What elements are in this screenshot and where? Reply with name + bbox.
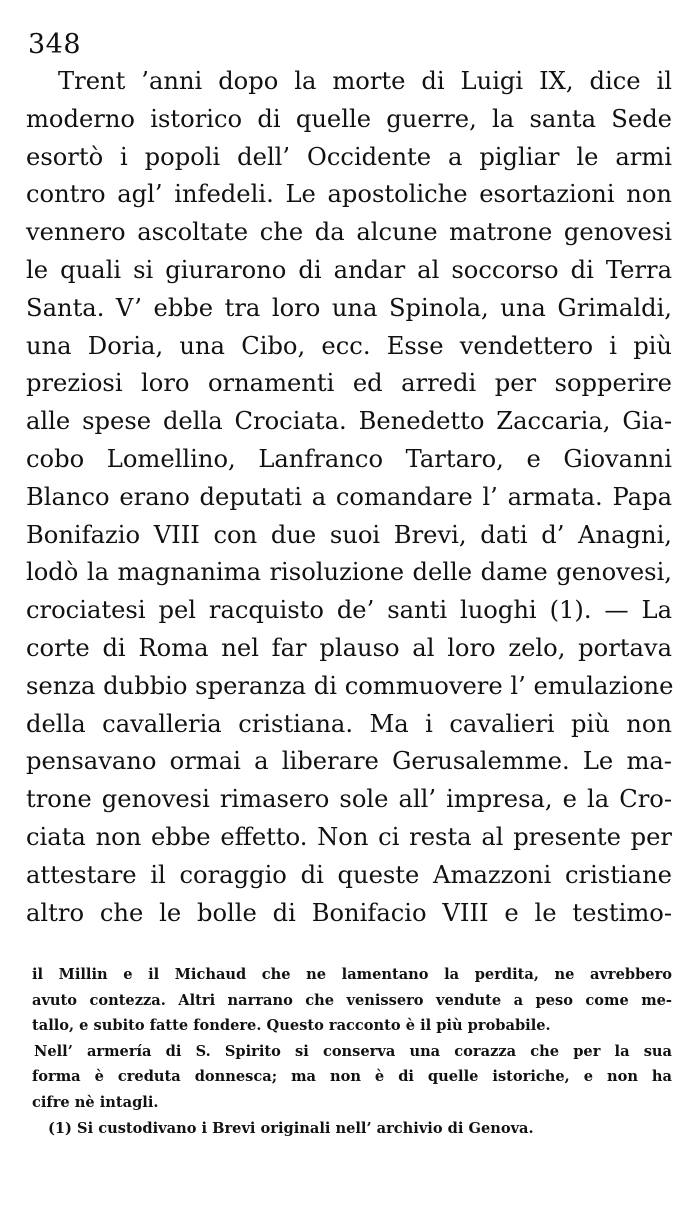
text-line: Bonifazio VIII con due suoi Brevi, dati d’ Anagni, bbox=[26, 520, 672, 549]
text-line: attestare il coraggio di queste Amazzoni cristiane bbox=[26, 860, 672, 889]
text-line: altro che le bolle di Bonifacio VIII e le testimo- bbox=[26, 898, 672, 927]
text-line: della cavalleria cristiana. Ma i cavalieri più non bbox=[26, 709, 672, 738]
text-line: corte di Roma nel far plauso al loro zelo, portava bbox=[26, 633, 672, 662]
text-line: le quali si giurarono di andar al soccorso di Terra bbox=[26, 255, 672, 284]
text-line: moderno istorico di quelle guerre, la santa Sede bbox=[26, 104, 672, 133]
page-number: 348 bbox=[28, 29, 82, 60]
text-line: crociatesi pel racquisto de’ santi luoghi (1). — La bbox=[26, 596, 672, 625]
footnote-line: tallo, e subito fatte fondere. Questo racconto è il più probabile. bbox=[32, 1017, 551, 1035]
text-line: Santa. V’ ebbe tra loro una Spinola, una Grimaldi, bbox=[26, 293, 672, 322]
footnote-line: il Millin e il Michaud che ne lamentano la perdita, ne avrebbero bbox=[32, 966, 672, 983]
main-text bbox=[26, 63, 672, 932]
text-line: vennero ascoltate che da alcune matrone genovesi bbox=[26, 218, 672, 247]
text-line: Blanco erano deputati a comandare l’ armata. Papa bbox=[26, 482, 672, 511]
footnote-line: Nell’ armería di S. Spirito si conserva una corazza che per la sua bbox=[34, 1042, 672, 1060]
text-line: contro agl’ infedeli. Le apostoliche esortazioni non bbox=[26, 180, 672, 209]
footnote-line: (1) Si custodivano i Brevi originali nell’ archivio di Genova. bbox=[48, 1119, 534, 1137]
text-line: una Doria, una Cibo, ecc. Esse vendettero i più bbox=[26, 331, 672, 360]
text-line: preziosi loro ornamenti ed arredi per sopperire bbox=[26, 369, 672, 398]
footnote-line: avuto contezza. Altri narrano che venissero vendute a peso come me- bbox=[32, 991, 672, 1009]
footnote-line: forma è creduta donnesca; ma non è di quelle istoriche, e non ha bbox=[32, 1068, 672, 1086]
footnotes bbox=[32, 962, 672, 1141]
text-line: cobo Lomellino, Lanfranco Tartaro, e Giovanni bbox=[26, 444, 672, 473]
text-line: pensavano ormai a liberare Gerusalemme. Le ma- bbox=[26, 747, 672, 776]
text-line: ciata non ebbe effetto. Non ci resta al presente per bbox=[26, 822, 672, 851]
text-line: senza dubbio speranza di commuovere l’ emulazione bbox=[26, 671, 674, 700]
footnote-line: cifre nè intagli. bbox=[32, 1093, 159, 1111]
text-line: alle spese della Crociata. Benedetto Zaccaria, Gia- bbox=[26, 407, 672, 436]
text-line: trone genovesi rimasero sole all’ impresa, e la Cro- bbox=[26, 785, 672, 814]
text-line: lodò la magnanima risoluzione delle dame genovesi, bbox=[26, 558, 672, 587]
text-line: Trent ’anni dopo la morte di Luigi IX, dice il bbox=[58, 67, 672, 95]
text-line: esortò i popoli dell’ Occidente a pigliar le armi bbox=[26, 142, 672, 171]
